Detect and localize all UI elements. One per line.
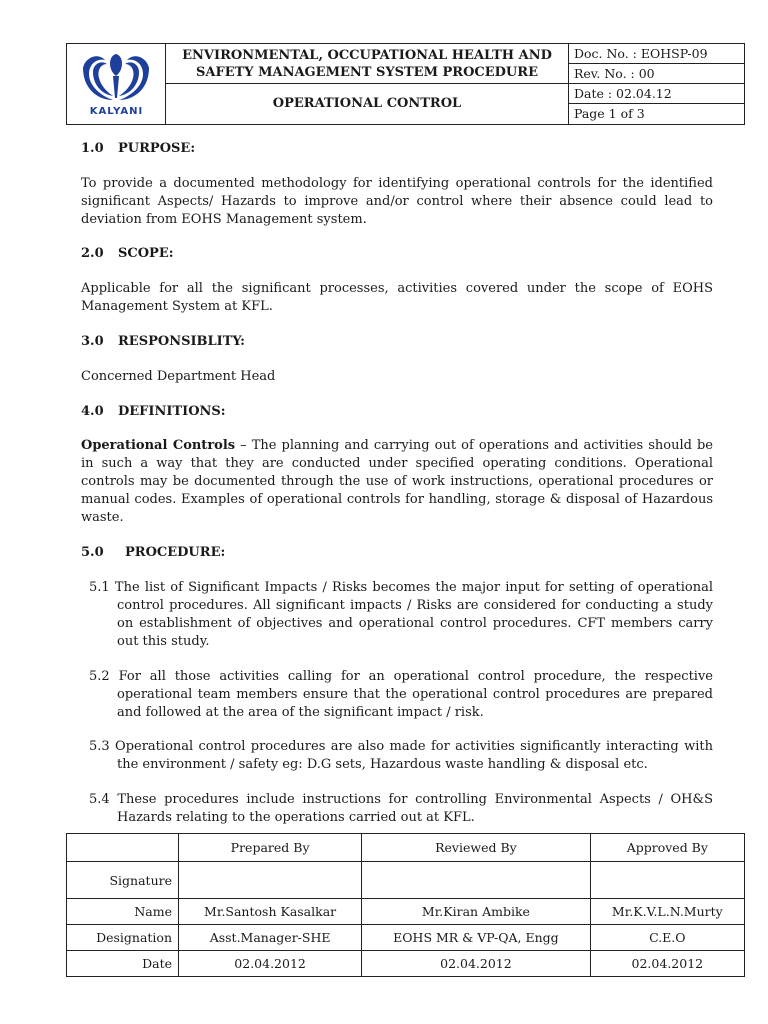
name-cell: Mr.Santosh Kasalkar bbox=[179, 899, 362, 925]
approval-header-row bbox=[67, 834, 745, 862]
section-number: 1.0 bbox=[81, 141, 104, 156]
row-label-signature: Signature bbox=[67, 862, 179, 899]
document-header bbox=[66, 43, 745, 125]
responsibility-text: Concerned Department Head bbox=[81, 369, 276, 384]
section-heading-procedure bbox=[81, 544, 225, 562]
doc-number: Doc. No. : EOHSP-09 bbox=[569, 44, 744, 64]
date-cell: 02.04.2012 bbox=[179, 951, 362, 977]
section-number: 5.0 bbox=[81, 545, 104, 560]
scope-text: Applicable for all the significant processes, activities covered under the scope of EOHS Management System at KFL. bbox=[81, 281, 713, 314]
date-cell: 02.04.2012 bbox=[362, 951, 590, 977]
item-number: 5.2 bbox=[89, 669, 110, 684]
name-cell: Mr.K.V.L.N.Murty bbox=[590, 899, 744, 925]
section-title: DEFINITIONS: bbox=[118, 404, 226, 419]
document-date: Date : 02.04.12 bbox=[569, 84, 744, 104]
definition-body: – The planning and carrying out of operations and activities should be in such a way that they are conducted under specified operating conditions. Operational controls may be documented through the use of work instructions, operational procedures or manual codes. Examples of operational controls for handling, storage & disposal of Hazardous waste. bbox=[81, 438, 714, 525]
document-title bbox=[166, 44, 568, 84]
column-header-prepared: Prepared By bbox=[179, 834, 362, 862]
brand-name: KALYANI bbox=[89, 106, 144, 117]
section-number: 3.0 bbox=[81, 334, 104, 349]
signature-cell bbox=[362, 862, 590, 899]
page-number: Page 1 of 3 bbox=[574, 106, 645, 121]
column-header-reviewed: Reviewed By bbox=[362, 834, 590, 862]
revision-number: Rev. No. : 00 bbox=[569, 64, 744, 84]
approval-table bbox=[66, 833, 745, 977]
signature-row bbox=[67, 862, 745, 899]
row-label-name: Name bbox=[67, 899, 179, 925]
row-label-designation: Designation bbox=[67, 925, 179, 951]
logo-cell bbox=[67, 44, 166, 124]
date-cell: 02.04.2012 bbox=[590, 951, 744, 977]
section-heading-definitions bbox=[81, 403, 226, 421]
definition-term: Operational Controls bbox=[81, 438, 236, 453]
empty-corner-cell bbox=[67, 834, 179, 862]
name-row bbox=[67, 899, 745, 925]
item-number: 5.4 bbox=[89, 792, 110, 807]
section-number: 2.0 bbox=[81, 246, 104, 261]
procedure-item bbox=[89, 791, 713, 827]
title-cell bbox=[166, 44, 569, 124]
section-title: RESPONSIBLITY: bbox=[118, 334, 245, 349]
designation-cell: Asst.Manager-SHE bbox=[179, 925, 362, 951]
section-heading-responsibility bbox=[81, 333, 245, 351]
name-cell: Mr.Kiran Ambike bbox=[362, 899, 590, 925]
column-header-approved: Approved By bbox=[590, 834, 744, 862]
section-heading-scope bbox=[81, 245, 174, 263]
document-subtitle: OPERATIONAL CONTROL bbox=[272, 96, 462, 111]
procedure-item bbox=[89, 738, 713, 774]
signature-cell bbox=[590, 862, 744, 899]
procedure-item bbox=[89, 668, 713, 722]
kalyani-logo-icon bbox=[75, 46, 157, 106]
date-row bbox=[67, 951, 745, 977]
item-number: 5.3 bbox=[89, 739, 110, 754]
row-label-date: Date bbox=[67, 951, 179, 977]
section-number: 4.0 bbox=[81, 404, 104, 419]
signature-cell bbox=[179, 862, 362, 899]
item-text: Operational control procedures are also made for activities significantly interacting with the environment / safety eg: D.G sets, Hazardous waste handling & disposal etc. bbox=[115, 739, 713, 772]
title-line-2: SAFETY MANAGEMENT SYSTEM PROCEDURE bbox=[196, 65, 538, 80]
designation-cell: EOHS MR & VP-QA, Engg bbox=[362, 925, 590, 951]
item-number: 5.1 bbox=[89, 580, 110, 595]
item-text: These procedures include instructions for controlling Environmental Aspects / OH&S Hazards relating to the operations carried out at KFL. bbox=[117, 792, 713, 825]
designation-row bbox=[67, 925, 745, 951]
procedure-item bbox=[89, 579, 713, 651]
meta-cell bbox=[569, 44, 744, 124]
purpose-text: To provide a documented methodology for identifying operational controls for the identified significant Aspects/ Hazards to improve and/or control where their absence could lead to deviation from EOHS Management system. bbox=[81, 176, 713, 227]
definitions-text bbox=[81, 437, 713, 527]
designation-cell: C.E.O bbox=[590, 925, 744, 951]
section-title: PURPOSE: bbox=[118, 141, 196, 156]
section-heading-purpose bbox=[81, 140, 195, 158]
section-title: PROCEDURE: bbox=[125, 545, 226, 560]
item-text: The list of Significant Impacts / Risks becomes the major input for setting of operational control procedures. All significant impacts / Risks are considered for conducting a study on establishment of objectives and operational control procedures. CFT members carry out this study. bbox=[114, 580, 713, 649]
title-line-1: ENVIRONMENTAL, OCCUPATIONAL HEALTH AND bbox=[182, 48, 552, 63]
item-text: For all those activities calling for an operational control procedure, the respective operational team members ensure that the operational control procedures are prepared and followed at the area of the significant impact / risk. bbox=[117, 669, 713, 720]
section-title: SCOPE: bbox=[118, 246, 174, 261]
